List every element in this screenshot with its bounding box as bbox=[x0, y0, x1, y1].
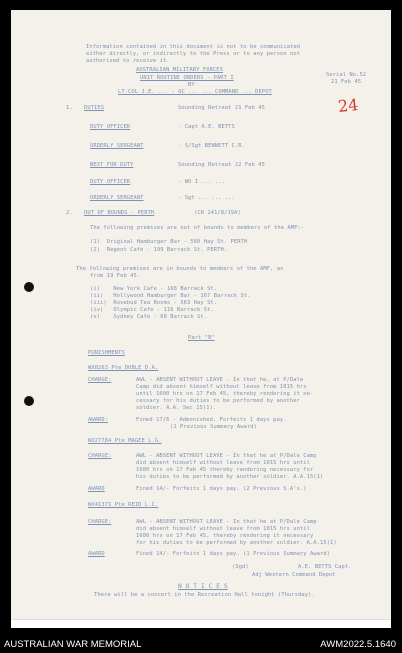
handwritten-annotation: 24 bbox=[337, 94, 360, 117]
section-heading: OUT OF BOUNDS - PERTH bbox=[84, 210, 155, 216]
signatory-role: Adj Western Command Depot bbox=[252, 572, 336, 578]
duty-value: - S/Sgt BENNETT C.R. bbox=[178, 143, 245, 149]
duty-value: Sounding Retreat 21 Feb 45 bbox=[178, 105, 265, 111]
section-number: 1. bbox=[66, 105, 73, 111]
duty-value: - Sgt ... ... ... bbox=[178, 195, 235, 201]
part-heading: Part "B" bbox=[188, 335, 215, 341]
charge-label: CHARGE: bbox=[88, 453, 112, 459]
security-notice: authorised to receive it. bbox=[86, 58, 170, 64]
list-item: (1) Original Hamburger Bar - 560 Hay St. PERTH bbox=[90, 239, 248, 245]
charge-text: AWL - ABSENT WITHOUT LEAVE - In that he, at P/Dale bbox=[136, 377, 304, 383]
list-item: (i) New York Cafe - 168 Barrack St. bbox=[90, 286, 218, 292]
charge-text: 1600 hrs on 17 Feb 45 thereby rendering necessary for bbox=[136, 467, 314, 473]
soldier-name: WX41371 Pte REID L.C. bbox=[88, 502, 159, 508]
list-item: (iii) Rosebud Tea Rooms - 563 Hay St. bbox=[90, 300, 218, 306]
charge-text: his duties to be performed by another soldier. A.A.15(1) bbox=[136, 474, 324, 480]
section-number: 2. bbox=[66, 210, 73, 216]
charge-text: for his duties to be performed by another soldier. A.A.15(1) bbox=[136, 540, 337, 546]
security-notice: either directly, or indirectly to the Press or to any person not bbox=[86, 51, 301, 57]
list-item: (iv) Olympic Cafe - 116 Barrack St. bbox=[90, 307, 214, 313]
award-text: (1 Previous Summary Award) bbox=[170, 424, 257, 430]
award-label: AWARD bbox=[88, 551, 105, 557]
orders-date: 21 Feb 45 bbox=[331, 79, 362, 85]
duty-value: - Capt A.E. BETTS bbox=[178, 124, 235, 130]
archive-credit: AUSTRALIAN WAR MEMORIAL bbox=[4, 639, 142, 650]
security-notice: Information contained in this document is not to be communicated bbox=[86, 44, 301, 50]
signed-label: (Sgd) bbox=[232, 564, 249, 570]
notices-heading: N O T I C E S bbox=[178, 583, 228, 590]
charge-label: CHARGE: bbox=[88, 377, 112, 383]
award-label: AWARD bbox=[88, 486, 105, 492]
serial-number: Serial No.52 bbox=[326, 72, 367, 78]
paragraph: The following premises are in bounds to members of the AMF, as bbox=[76, 266, 284, 272]
paragraph: The following premises are out of bounds to members of the AMF:- bbox=[90, 225, 305, 231]
force-title: AUSTRALIAN MILITARY FORCES bbox=[136, 67, 223, 73]
list-item: (v) Sydney Cafe - 68 Barrack St. bbox=[90, 314, 208, 320]
punch-hole bbox=[24, 282, 34, 292]
award-text: Fined 14/- Forfeits 1 days pay. (2 Previous S.A's.) bbox=[136, 486, 307, 492]
award-label: AWARD: bbox=[88, 417, 109, 423]
notice-text: There will be a concert in the Recreation Hall tonight (Thursday). bbox=[94, 592, 315, 598]
duty-value: Sounding Retreat 22 Feb 45 bbox=[178, 162, 265, 168]
charge-text: Camp did absent himself without leave from 1015 hrs bbox=[136, 384, 307, 390]
soldier-name: WX8263 Pte DOBLE D.A. bbox=[88, 365, 159, 371]
paragraph: from 19 Feb 45. bbox=[90, 273, 141, 279]
soldier-name: WX27784 Pte MAGEE L.G. bbox=[88, 438, 162, 444]
award-text: Fined 14/- Forfeits 1 days pay. (1 Previous Summary Award) bbox=[136, 551, 331, 557]
charge-text: did absent himself without leave from 1015 hrs until bbox=[136, 526, 310, 532]
punch-hole bbox=[24, 396, 34, 406]
commander-line: LT-COL J.E. ... - OC ... ... COMMAND ... DEPOT bbox=[118, 89, 272, 95]
subsection-heading: PUNISHMENTS bbox=[88, 350, 125, 356]
charge-text: AWL - ABSENT WITHOUT LEAVE - In that he at P/Dale Camp bbox=[136, 453, 317, 459]
charge-label: CHARGE: bbox=[88, 519, 112, 525]
archive-id: AWM2022.5.1640 bbox=[320, 639, 396, 650]
charge-text: AWL - ABSENT WITHOUT LEAVE - In that he at P/Dale Camp bbox=[136, 519, 317, 525]
scale-bar bbox=[11, 619, 391, 628]
charge-text: 1600 hrs on 17 Feb 45, thereby rendering it necessary bbox=[136, 533, 314, 539]
duty-value: - WO I ... ... bbox=[178, 179, 225, 185]
duty-label: ORDERLY SERGEANT bbox=[90, 143, 144, 149]
orders-title: UNIT ROUTINE ORDERS - PART I bbox=[140, 75, 234, 81]
duty-label: ORDERLY SERGEANT bbox=[90, 195, 144, 201]
charge-text: did absent himself without leave from 1015 hrs until bbox=[136, 460, 310, 466]
section-heading: DUTIES bbox=[84, 105, 105, 111]
charge-text: cessary for his duties to be performed by another bbox=[136, 398, 300, 404]
signatory: A.E. BETTS Capt. bbox=[298, 564, 352, 570]
duty-label: NEXT FOR DUTY bbox=[90, 162, 134, 168]
duty-label: DUTY OFFICER bbox=[90, 124, 131, 130]
charge-text: soldier. A.A. Sec 15(1). bbox=[136, 405, 217, 411]
award-text: Fined 17/6 - Admonished. Forfeits 1 days pay. bbox=[136, 417, 287, 423]
by-label: BY bbox=[188, 82, 195, 88]
list-item: (ii) Hollywood Hamburger Bar - 167 Barrack St. bbox=[90, 293, 251, 299]
section-reference: (CR 241/8/19A) bbox=[194, 210, 241, 216]
duty-label: DUTY OFFICER bbox=[90, 179, 131, 185]
charge-text: until 1600 hrs on 17 Feb 45, thereby rendering it ne- bbox=[136, 391, 314, 397]
list-item: (2) Regent Cafe - 199 Barrack St. PERTH. bbox=[90, 247, 228, 253]
